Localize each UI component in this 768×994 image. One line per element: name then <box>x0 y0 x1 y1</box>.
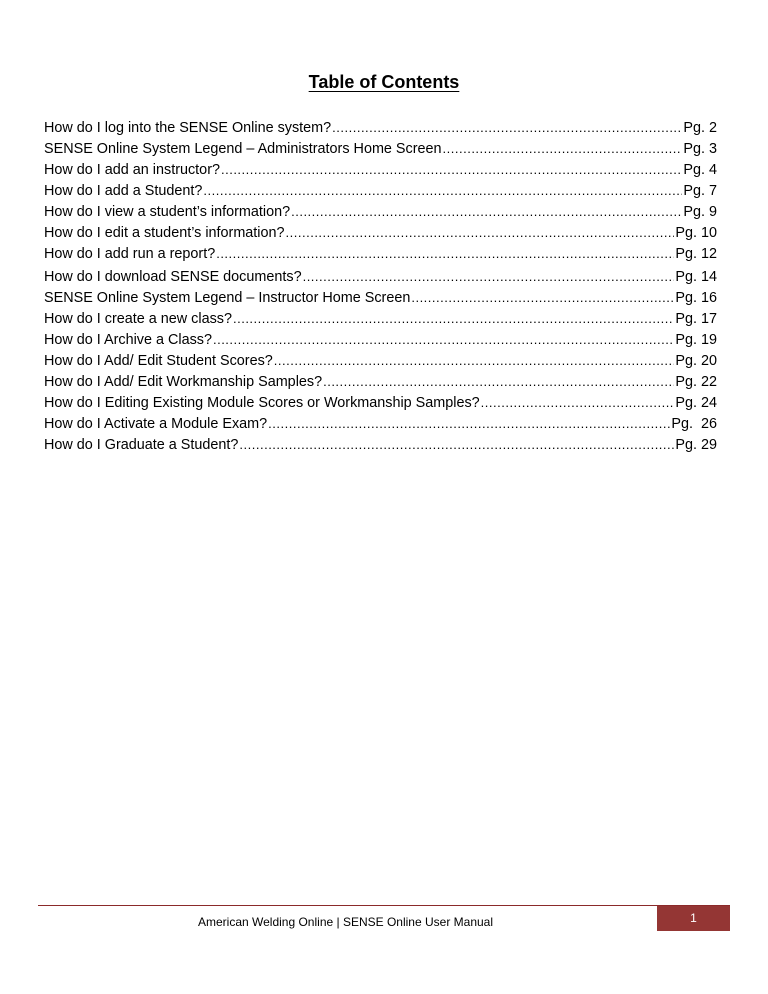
toc-entry[interactable] <box>44 243 717 264</box>
toc-entry-text: SENSE Online System Legend – Administrators Home Screen <box>44 141 442 157</box>
toc-entry-text: How do I log into the SENSE Online system? <box>44 120 332 136</box>
toc-dot-leader <box>323 371 674 392</box>
toc-entry[interactable] <box>44 180 717 201</box>
toc-entry-page: Pg. 24 <box>675 395 717 411</box>
toc-dot-leader <box>481 392 675 413</box>
toc-entry[interactable] <box>44 159 717 180</box>
toc-dot-leader <box>303 266 675 287</box>
toc-dot-leader <box>274 350 675 371</box>
toc-title: Table of Contents <box>308 72 460 92</box>
toc-entry[interactable] <box>44 287 717 308</box>
toc-entry-page: Pg. 19 <box>675 332 717 348</box>
toc-entry-page: Pg. 22 <box>675 374 717 390</box>
toc-entry-text: How do I Activate a Module Exam? <box>44 416 268 432</box>
toc-dot-leader <box>216 243 674 264</box>
toc-entry-page: Pg. 10 <box>675 225 717 241</box>
toc-dot-leader <box>291 201 682 222</box>
toc-entry[interactable] <box>44 222 717 243</box>
toc-entry-text: How do I Editing Existing Module Scores or Workmanship Samples? <box>44 395 480 411</box>
toc-entry-text: How do I add an instructor? <box>44 162 220 178</box>
toc-dot-leader <box>286 222 675 243</box>
toc-dot-leader <box>213 329 674 350</box>
toc-entry-text: How do I create a new class? <box>44 311 232 327</box>
toc-entry-text: SENSE Online System Legend – Instructor Home Screen <box>44 290 411 306</box>
toc-dot-leader <box>268 413 670 434</box>
toc-entry-page: Pg. 16 <box>675 290 717 306</box>
toc-entry[interactable] <box>44 201 717 222</box>
toc-dot-leader <box>332 117 682 138</box>
toc-entry-page: Pg. 12 <box>675 246 717 262</box>
toc-entry[interactable] <box>44 350 717 371</box>
toc-entry-page: Pg. 29 <box>675 437 717 453</box>
toc-entry-text: How do I download SENSE documents? <box>44 269 302 285</box>
toc-entry-page: Pg. 9 <box>683 204 717 220</box>
toc-entry-text: How do I edit a student’s information? <box>44 225 285 241</box>
toc-entry-page: Pg. 2 <box>683 120 717 136</box>
toc-entry[interactable] <box>44 308 717 329</box>
toc-entry[interactable] <box>44 413 717 434</box>
toc-entry-page: Pg. 26 <box>671 416 717 432</box>
toc-entry-text: How do I Graduate a Student? <box>44 437 239 453</box>
toc-entry-page: Pg. 3 <box>683 141 717 157</box>
toc-dot-leader <box>233 308 674 329</box>
toc-entry[interactable] <box>44 329 717 350</box>
toc-entry[interactable] <box>44 371 717 392</box>
toc-entry[interactable] <box>44 392 717 413</box>
toc-entry-text: How do I Archive a Class? <box>44 332 212 348</box>
toc-entry-page: Pg. 7 <box>683 183 717 199</box>
toc-list <box>44 117 717 455</box>
toc-entry[interactable] <box>44 117 717 138</box>
toc-dot-leader <box>411 287 674 308</box>
toc-entry-page: Pg. 4 <box>683 162 717 178</box>
toc-dot-leader <box>443 138 683 159</box>
toc-entry-page: Pg. 17 <box>675 311 717 327</box>
toc-dot-leader <box>203 180 682 201</box>
footer-divider <box>38 905 730 906</box>
toc-entry-text: How do I Add/ Edit Workmanship Samples? <box>44 374 323 390</box>
toc-entry[interactable] <box>44 266 717 287</box>
toc-entry-text: How do I view a student’s information? <box>44 204 291 220</box>
toc-entry-page: Pg. 14 <box>675 269 717 285</box>
toc-entry-text: How do I add a Student? <box>44 183 203 199</box>
toc-entry[interactable] <box>44 434 717 455</box>
footer-text: American Welding Online | SENSE Online User Manual <box>197 915 494 929</box>
page-number-badge: 1 <box>657 906 730 931</box>
toc-entry[interactable] <box>44 138 717 159</box>
toc-entry-text: How do I Add/ Edit Student Scores? <box>44 353 273 369</box>
toc-entry-text: How do I add run a report? <box>44 246 216 262</box>
toc-entry-page: Pg. 20 <box>675 353 717 369</box>
toc-dot-leader <box>221 159 682 180</box>
toc-dot-leader <box>239 434 674 455</box>
